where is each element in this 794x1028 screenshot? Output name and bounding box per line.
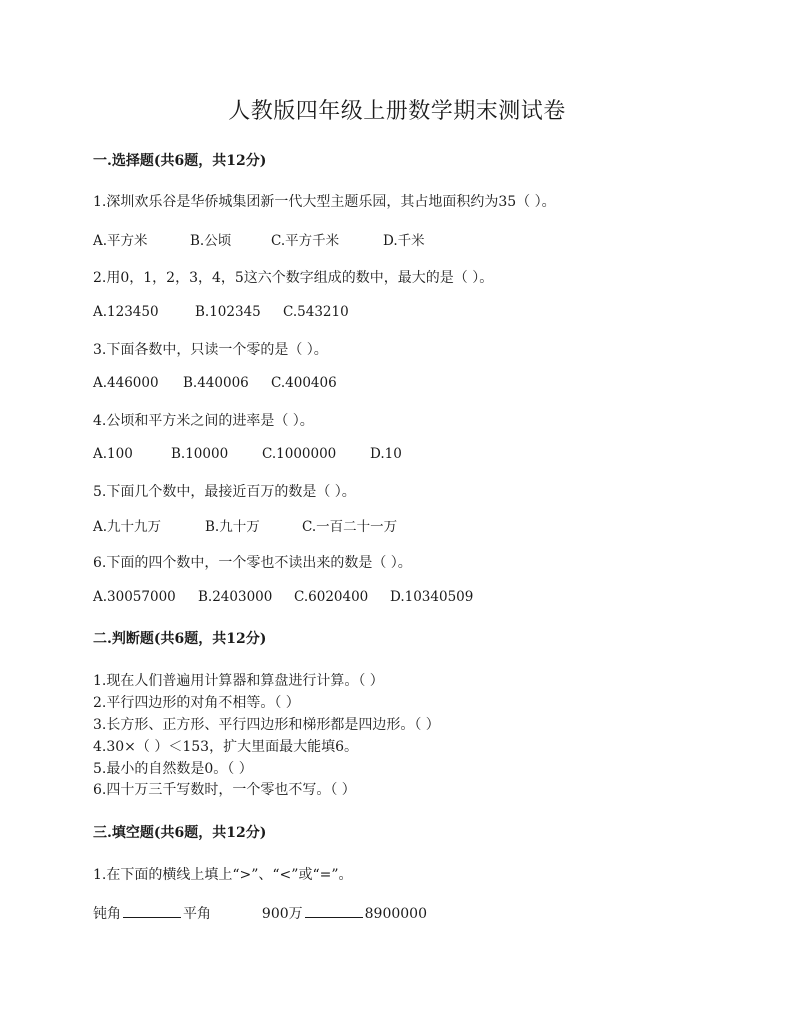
option: D.10340509 — [390, 589, 474, 605]
option: A.446000 — [93, 375, 159, 391]
option: B.102345 — [195, 304, 261, 320]
option: A.九十九万 — [93, 519, 162, 535]
options-row — [93, 375, 337, 391]
option: A.平方米 — [93, 233, 148, 249]
question-text: 1.在下面的横线上填上“>”、“<”或“=”。 — [93, 867, 353, 883]
question-text: 4.公顷和平方米之间的进率是（ ）。 — [93, 413, 314, 429]
section-heading-judge: 二.判断题(共6题，共12分) — [93, 631, 267, 647]
option: B.九十万 — [205, 519, 260, 535]
options-row — [93, 589, 473, 605]
question-text: 6.下面的四个数中，一个零也不读出来的数是（ ）。 — [93, 555, 412, 571]
question-text: 1.深圳欢乐谷是华侨城集团新一代大型主题乐园，其占地面积约为35（ ）。 — [93, 194, 556, 210]
question-text: 3.下面各数中，只读一个零的是（ ）。 — [93, 342, 328, 358]
option: A.30057000 — [93, 589, 176, 605]
question-text: 2.用0，1，2，3，4，5这六个数字组成的数中，最大的是（ ）。 — [93, 270, 494, 286]
option: C.1000000 — [262, 446, 337, 462]
option: B.2403000 — [198, 589, 273, 605]
compare-left: 900万 — [261, 906, 303, 922]
compare-left: 钝角 — [93, 906, 121, 922]
option: B.公顷 — [190, 233, 232, 249]
answer-blank[interactable] — [305, 903, 363, 918]
options-row — [93, 446, 402, 462]
options-row — [93, 304, 349, 320]
option: C.平方千米 — [271, 233, 340, 249]
judge-item: 5.最小的自然数是0。（ ） — [93, 761, 253, 777]
judge-item: 2.平行四边形的对角不相等。（ ） — [93, 695, 300, 711]
option: A.123450 — [93, 304, 159, 320]
compare-row — [93, 903, 427, 923]
option: B.440006 — [183, 375, 249, 391]
option: C.543210 — [283, 304, 349, 320]
compare-right: 平角 — [183, 906, 211, 922]
option: B.10000 — [171, 446, 229, 462]
options-row — [93, 229, 425, 249]
judge-item: 3.长方形、正方形、平行四边形和梯形都是四边形。（ ） — [93, 717, 440, 733]
options-row — [93, 515, 397, 535]
option: C.400406 — [271, 375, 337, 391]
section-heading-choice: 一.选择题(共6题，共12分) — [93, 153, 267, 169]
option: D.千米 — [383, 233, 425, 249]
answer-blank[interactable] — [123, 903, 181, 918]
section-heading-fill: 三.填空题(共6题，共12分) — [93, 825, 267, 841]
question-text: 5.下面几个数中，最接近百万的数是（ ）。 — [93, 484, 356, 500]
judge-item: 4.30×（ ）＜153，扩大里面最大能填6。 — [93, 739, 358, 755]
judge-item: 6.四十万三千写数时，一个零也不写。（ ） — [93, 782, 356, 798]
judge-item: 1.现在人们普遍用计算器和算盘进行计算。（ ） — [93, 673, 384, 689]
option: C.一百二十一万 — [302, 519, 398, 535]
option: D.10 — [370, 446, 402, 462]
option: C.6020400 — [294, 589, 369, 605]
option: A.100 — [93, 446, 133, 462]
compare-right: 8900000 — [364, 906, 427, 922]
page-title: 人教版四年级上册数学期末测试卷 — [228, 99, 566, 124]
